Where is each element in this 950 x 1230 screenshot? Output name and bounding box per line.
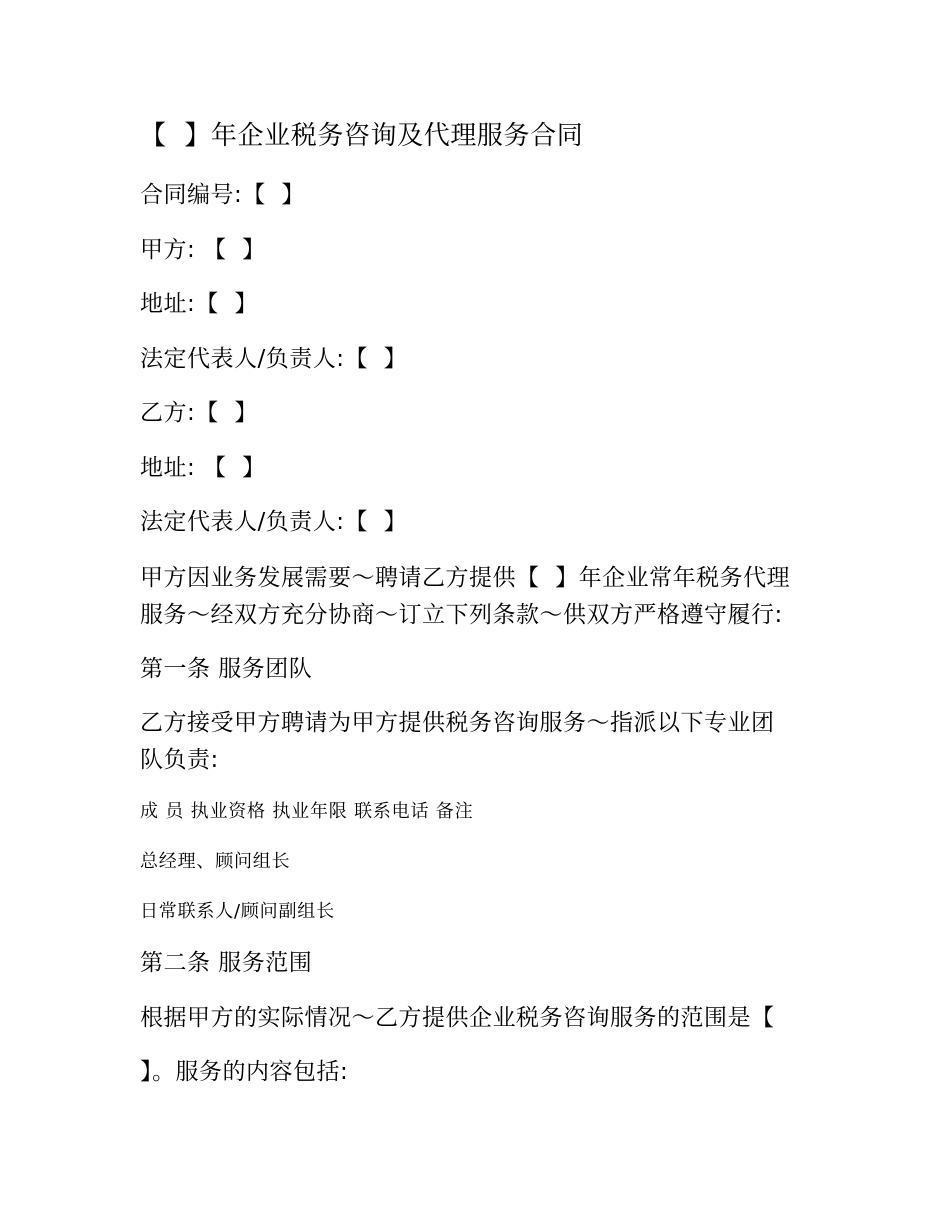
article-2-paragraph-line-2: 】。服务的内容包括: [140, 1059, 349, 1085]
party-a-representative: 法定代表人/负责人:【 】 [140, 346, 408, 372]
party-a: 甲方: 【 】 [140, 237, 266, 263]
article-1-paragraph-line-2: 队负责: [140, 747, 219, 773]
document-title: 【 】年企业税务咨询及代理服务合同 [140, 121, 584, 151]
party-a-address: 地址:【 】 [140, 291, 258, 317]
contract-number: 合同编号:【 】 [140, 182, 305, 208]
article-1-heading: 第一条 服务团队 [140, 656, 313, 682]
party-b-representative: 法定代表人/负责人:【 】 [140, 509, 408, 535]
team-table-header: 成 员 执业资格 执业年限 联系电话 备注 [140, 801, 474, 822]
article-2-paragraph-line-1: 根据甲方的实际情况～乙方提供企业税务咨询服务的范围是【 [140, 1005, 775, 1031]
intro-paragraph-line-2: 服务～经双方充分协商～订立下列条款～供双方严格遵守履行: [140, 602, 783, 628]
article-1-paragraph-line-1: 乙方接受甲方聘请为甲方提供税务咨询服务～指派以下专业团 [140, 710, 775, 736]
team-table-row: 总经理、顾问组长 [140, 851, 291, 872]
intro-paragraph-line-1: 甲方因业务发展需要～聘请乙方提供【 】年企业常年税务代理 [140, 565, 791, 591]
team-table-row: 日常联系人/顾问副组长 [140, 901, 335, 922]
article-2-heading: 第二条 服务范围 [140, 950, 313, 976]
party-b: 乙方:【 】 [140, 400, 258, 426]
party-b-address: 地址: 【 】 [140, 455, 266, 481]
